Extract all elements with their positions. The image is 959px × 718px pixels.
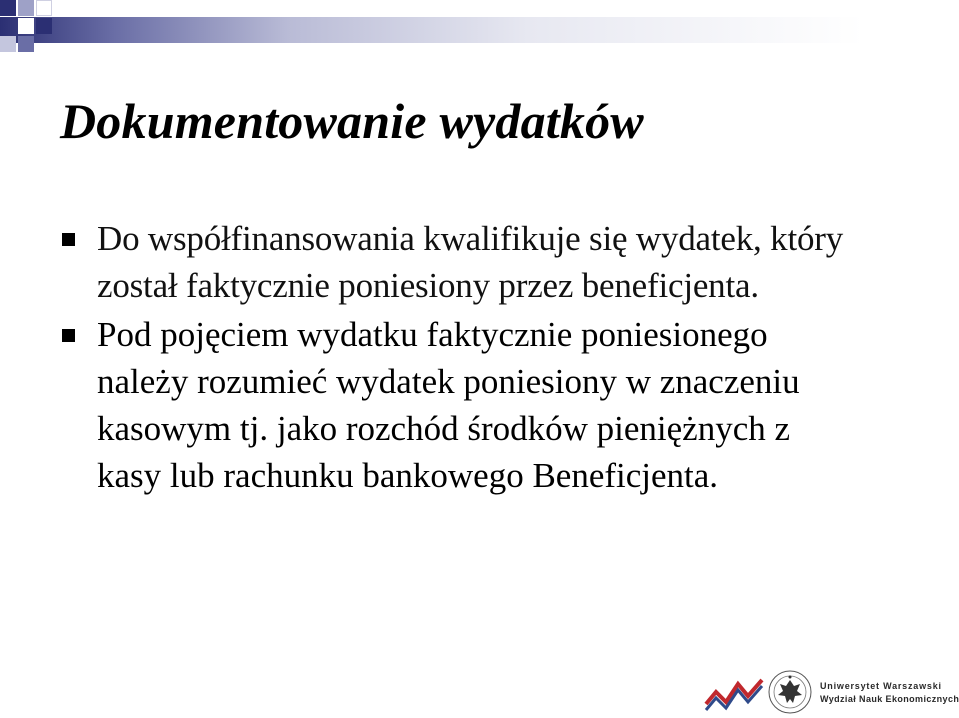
zigzag-wave-icon [704,674,764,712]
header-decoration [0,0,959,60]
university-eagle-crest-icon [766,668,814,716]
logo-faculty-name: Wydział Nauk Ekonomicznych [820,694,959,704]
header-square [18,36,34,52]
bullet-text: Do współfinansowania kwalifikuje się wydatek, który został faktycznie poniesiony przez beneficjenta. [97,219,844,305]
bullet-text: Pod pojęciem wydatku faktycznie poniesionego należy rozumieć wydatek poniesiony w znaczeniu kasowym tj. jako rozchód środków pieniężnych z kasy lub rachunku bankowego Beneficjenta. [97,315,800,495]
square-bullet-icon [62,329,75,342]
bullet-list [60,215,920,499]
bullet-item [60,311,857,499]
slide-title: Dokumentowanie wydatków [60,93,644,149]
header-square [36,0,52,16]
university-logo [704,668,959,716]
header-gradient-bar [0,17,959,43]
header-square [36,18,52,34]
square-bullet-icon [62,233,75,246]
header-square [0,36,16,52]
header-square [18,0,34,16]
bullet-item [60,215,887,309]
logo-university-name: Uniwersytet Warszawski [820,681,942,691]
header-square [0,0,16,16]
header-square [18,18,34,34]
